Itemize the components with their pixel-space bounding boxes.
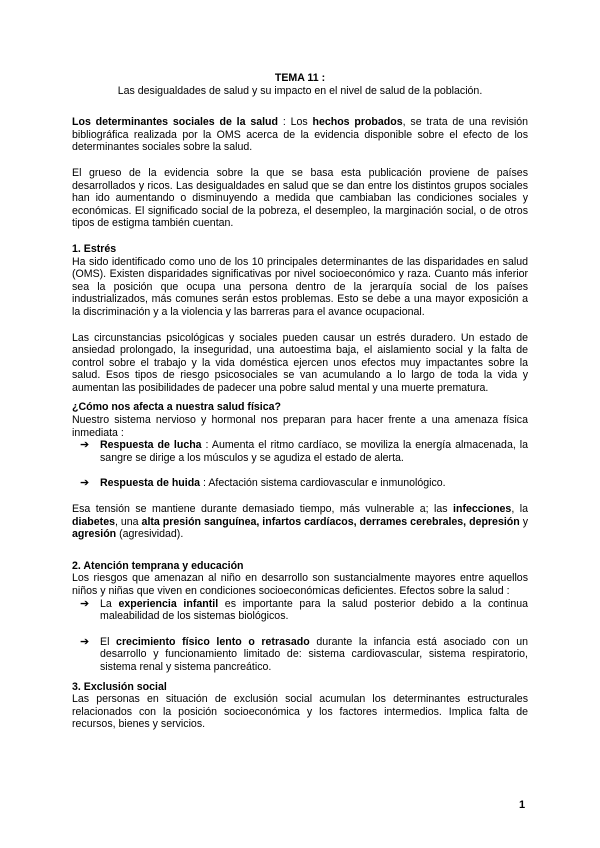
tension-text: y — [519, 515, 528, 528]
tension-bold: infecciones — [453, 503, 512, 516]
document-title: TEMA 11 : — [274, 72, 326, 84]
section1-paragraph-1: Ha sido identificado como uno de los 10 principales determinantes de las disparidades en salud (OMS). Existen disparidades significativas por nivel socioeconómico y raza. Cuanto más inferior sea la posición que ocupa una persona dentro de la jerarquía social de los países industrializados, más comunes serán estos problemas. Esto se debe a una mayor exposición a la discriminación y a la violencia y las barreras para el avance ocupacional. — [72, 255, 528, 318]
tension-text: , una — [114, 515, 142, 528]
bullet-crecimiento-fisico — [80, 636, 528, 674]
tension-bold: alta presión sanguínea, infartos cardíacos, derrames cerebrales, depresión — [141, 515, 520, 528]
document-subtitle: Las desigualdades de salud y su impacto en el nivel de salud de la población. — [117, 84, 483, 97]
arrow-right-icon: ➔ — [80, 635, 90, 648]
bullet-text — [100, 477, 528, 490]
document-page — [72, 72, 528, 731]
page-number: 1 — [519, 799, 526, 811]
arrow-right-icon: ➔ — [80, 477, 90, 490]
section1-heading: 1. Estrés — [72, 242, 117, 255]
bullet-text — [100, 636, 528, 674]
intro-text-1: : Los — [278, 116, 313, 129]
bullet-text — [100, 439, 528, 464]
bullet-body: : Aumenta el ritmo cardíaco, se moviliza la energía almacenada, la sangre se dirige a los músculos y se agudiza el estado de alerta. — [100, 439, 529, 464]
tension-paragraph — [72, 503, 528, 541]
bullet-experiencia-infantil — [80, 598, 528, 623]
section3-paragraph-1: Las personas en situación de exclusión social acumulan los determinantes estructurales relacionados con la posición socioeconómica y los factores intermedios. Implica falta de recursos, bienes y servicios. — [72, 693, 528, 731]
bullet-respuesta-lucha — [80, 439, 528, 464]
bullet-bold: crecimiento físico lento o retrasado — [116, 635, 310, 648]
bullet-text — [100, 598, 528, 623]
intro-bold-determinantes: Los determinantes sociales de la salud — [72, 116, 278, 129]
bullet-body: : Afectación sistema cardiovascular e inmunológico. — [200, 477, 446, 490]
section2-paragraph-1: Los riesgos que amenazan al niño en desarrollo son sustancialmente mayores entre aquellos niños y niñas que viven en condiciones socioeconómicas deficientes. Efectos sobre la salud : — [72, 572, 528, 597]
bullet-body: El — [100, 635, 117, 648]
intro-paragraph-2: El grueso de la evidencia sobre la que se basa esta publicación proviene de países desarrollados y ricos. Las desigualdades en salud que se dan entre los distintos grupos sociales han ido aumentando o disminuyendo a medida que cambiaban las condiciones sociales y económicas. El significado social de la pobreza, el desempleo, la marginación social, o de otros tipos de estigma también cuentan. — [72, 166, 528, 230]
tension-bold: agresión — [72, 528, 117, 541]
tension-bold: diabetes — [72, 515, 115, 528]
section2-heading: 2. Atención temprana y educación — [72, 559, 244, 572]
section3-heading: 3. Exclusión social — [72, 680, 167, 693]
section1-question: ¿Cómo nos afecta a nuestra salud física? — [72, 401, 281, 414]
bullet-bold: Respuesta de lucha — [100, 439, 202, 452]
intro-paragraph — [72, 116, 528, 154]
bullet-body: La — [100, 597, 119, 610]
bullet-respuesta-huida — [80, 477, 528, 490]
tension-text: , la — [511, 503, 528, 516]
section1-paragraph-2: Las circunstancias psicológicas y sociales pueden causar un estrés duradero. Un estado de ansiedad prolongado, la inseguridad, una autoestima baja, el aislamiento social y la falta de control sobre el trabajo y la vida doméstica ejercen unos efectos muy impactantes sobre la salud. Esos tipos de riesgo psicosociales se van acumulando a lo largo de toda la vida y aumentan las posibilidades de padecer una pobre salud mental y una muerte prematura. — [72, 331, 528, 394]
bullet-bold: experiencia infantil — [118, 597, 219, 610]
bullet-body: durante la infancia está asociado con un desarrollo y funcionamiento limitado de: sistema cardiovascular, sistema respiratorio, sistema renal y sistema pancreático. — [100, 635, 528, 673]
intro-bold-hechos: hechos probados — [312, 116, 403, 129]
arrow-right-icon: ➔ — [80, 597, 90, 610]
tension-text: (agresividad). — [116, 528, 184, 541]
intro-text-2: , se trata de una revisión bibliográfica realizada por la OMS acerca de la evidencia disponible sobre el efecto de los determinantes sociales sobre la salud. — [72, 116, 528, 154]
arrow-right-icon: ➔ — [80, 439, 90, 452]
bullet-body: es importante para la salud posterior debido a la continua maleabilidad de los sistemas biológicos. — [100, 597, 528, 623]
bullet-bold: Respuesta de huida — [100, 477, 201, 490]
section1-question-text: Nuestro sistema nervioso y hormonal nos preparan para hacer frente a una amenaza física inmediata : — [72, 414, 528, 439]
tension-text: Esa tensión se mantiene durante demasiado tiempo, más vulnerable a; las — [72, 503, 454, 516]
